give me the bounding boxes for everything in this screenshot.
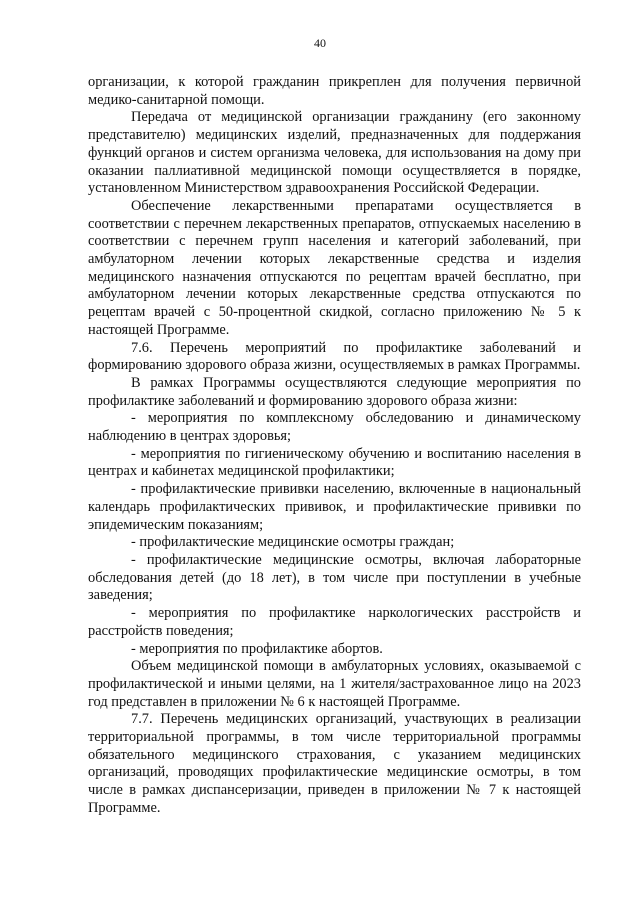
section-heading-7-7: 7.7. Перечень медицинских организаций, участвующих в реализации территориальной программы, в том числе территориальной программы обязательного медицинского страхования, с указанием медицинских организаций, проводящих профилактические медицинские осмотры, в том числе в рамках диспансеризации, приведен в приложении № 7 к настоящей Программе. [88,711,581,816]
list-item: - мероприятия по гигиеническому обучению и воспитанию населения в центрах и кабинетах медицинской профилактики; [88,445,581,480]
list-item: - профилактические медицинские осмотры граждан; [131,534,455,551]
page-number: 40 [314,36,326,50]
paragraph: Объем медицинской помощи в амбулаторных условиях, оказываемой с профилактической и иными целями, на 1 жителя/застрахованное лицо на 2023 год представлен в приложении № 6 к настоящей Программе. [88,658,581,710]
paragraph: Обеспечение лекарственными препаратами осуществляется в соответствии с перечнем лекарственных препаратов, отпускаемых населению в соответствии с перечнем групп населения и категорий заболеваний, при амбулаторном лечении которых лекарственные средства и изделия медицинского назначения отпускаются по рецептам врачей бесплатно, при амбулаторном лечении которых лекарственные средства отпускаются по рецептам врачей с 50-процентной скидкой, согласно приложению № 5 к настоящей Программе. [88,197,581,338]
list-item: - мероприятия по профилактике наркологических расстройств и расстройств поведения; [88,605,581,639]
list-item: - профилактические медицинские осмотры, включая лабораторные обследования детей (до 18 лет), в том числе при поступлении в учебные заведения; [88,551,581,604]
paragraph: В рамках Программы осуществляются следующие мероприятия по профилактике заболеваний и формированию здорового образа жизни: [88,374,581,409]
document-body [88,74,581,818]
list-item: - мероприятия по профилактике абортов. [131,640,383,657]
section-heading-7-6: 7.6. Перечень мероприятий по профилактике заболеваний и формированию здорового образа жизни, осуществляемых в рамках Программы. [88,339,581,374]
paragraph: Передача от медицинской организации гражданину (его законному представителю) медицинских изделий, предназначенных для поддержания функций органов и систем организма человека, для использования на дому при оказании паллиативной медицинской помощи осуществляется в порядке, установленном Министерством здравоохранения Российской Федерации. [88,109,581,197]
list-item: - профилактические прививки населению, включенные в национальный календарь профилактических прививок, и профилактические прививки по эпидемическим показаниям; [88,481,581,533]
paragraph: организации, к которой гражданин прикреплен для получения первичной медико-санитарной помощи. [88,74,581,108]
list-item: - мероприятия по комплексному обследованию и динамическому наблюдению в центрах здоровья; [88,410,581,445]
